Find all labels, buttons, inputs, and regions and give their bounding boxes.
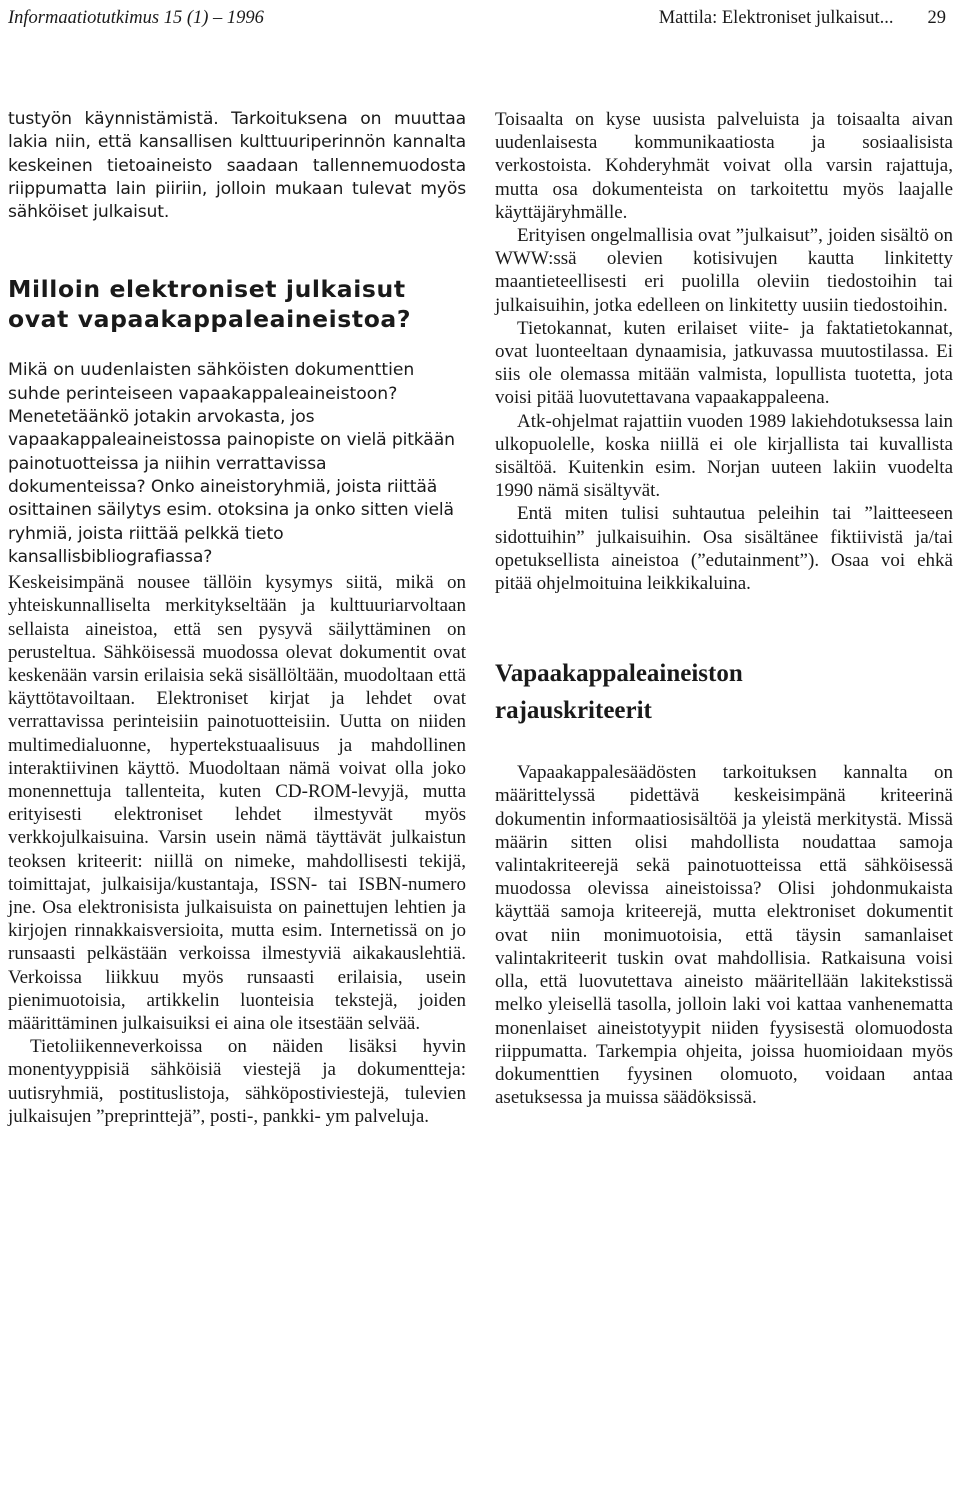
left-column — [8, 108, 466, 1128]
article-short-title-wrapper — [659, 8, 946, 29]
body-serif-paragraph-2: Tietoliikenneverkoissa on näiden lisäksi hyvin monentyyppisiä sähköisiä viestejä ja dokumentteja: uutisryhmiä, postituslistoja, sähköpostiviestejä, tulevien julkaisujen ”preprinttejä”, posti-, pankki- ym palveluja. — [8, 1036, 466, 1127]
body-sans-paragraph: Menetetäänkö jotakin arvokasta, jos vapaakappaleaineistossa painopiste on vielä pitkään painotuotteissa ja niihin verrattavissa dokumenteissa? Onko aineistoryhmiä, joista riittää osittainen säilytys esim. otoksina ja onko sitten vielä ryhmiä, joista riittää pelkkä tieto kansallisbibliografiassa? — [8, 407, 455, 567]
right-paragraph-2: Erityisen ongelmallisia ovat ”julkaisut”, joiden sisältö on WWW:ssä olevien kotisivujen kautta linkitetty maantieteellisesti eri puolilla oleviin tiedostoihin tai julkaisuihin, jotka edelleen on linkitetty uusiin tiedostoihin. — [495, 225, 953, 316]
section-heading-1: Milloin elektroniset julkaisut ovat vapaakappaleaineistoa? — [8, 275, 412, 334]
right-column — [495, 108, 953, 1109]
body-serif-paragraph: Keskeisimpänä nousee tällöin kysymys siitä, mikä on yhteiskunnalliselta merkitykseltään ja kulttuuriarvoltaan sellaista aineistoa, että sen pysyvä säilyttäminen on perusteltua. Sähköisessä muodossa olevat dokumentit ovat keskenään varsin erilaisia sekä sisällöltään, muodoltaan että käyttötavoiltaan. Elektroniset kirjat ja lehdet ovat verrattavissa perinteisiin painotuotteisiin. Uutta on niiden multimedialuonne, hypertekstuaalisuus ja mahdollinen interaktiivinen käyttö. Muodoltaan nämä voivat olla joko monennettuja tallenteita, kuten CD-ROM-levyjä, mutta erityisesti elektroniset lehdet ilmestyvät myös verkkojulkaisuina. Varsin usein nämä täyttävät julkaistun teoksen kriteerit: niillä on nimeke, mahdollisesti tekijä, toimittajat, julkaisija/kustantaja, ISSN- tai ISBN-numero jne. Osa elektronisista julkaisuista on painettujen lehtien ja kirjojen rinnakkaisversioita, mutta esim. Internetissä on jo runsaasti pelkästään verkoissa ilmestyviä aikakauslehtiä. Verkoissa liikkuu myös runsaasti erilaisia, usein pienimuotoisia, artikkelin luonteisia tekstejä, joiden määrittäminen julkaisuiksi ei aina ole itsestään selvää. — [8, 572, 466, 1035]
journal-citation: Informaatiotutkimus 15 (1) – 1996 — [8, 8, 264, 28]
lead-question: Mikä on uudenlaisten sähköisten dokumenttien suhde perinteiseen vapaakappaleaineistoon? — [8, 360, 415, 404]
right-paragraph-3: Tietokannat, kuten erilaiset viite- ja faktatietokannat, ovat luonteeltaan dynaamisia, jatkuvassa muutostilassa. Ei siis ole olemassa mitään valmista, lopullista tuotetta, jota voisi pitää luovutettavana vapaakappaleena. — [495, 317, 953, 409]
right-paragraph-4: Atk-ohjelmat rajattiin vuoden 1989 lakiehdotuksessa lain ulkopuolelle, koska niillä ei ole kirjallista tai kuvallista sisältöä. Kuitenkin esim. Norjan uuteen lakiin vuodelta 1990 nämä sisältyvät. — [495, 410, 953, 502]
right-paragraph-1: Toisaalta on kyse uusista palveluista ja toisaalta aivan uudenlaisesta kommunikaatiosta ja sosiaalisista verkostoista. Kohderyhmät voivat olla varsin rajattuja, mutta osa dokumenteista on tarkoitettu myös laajalle käyttäjäryhmälle. — [495, 109, 953, 223]
right-paragraph-5: Entä miten tulisi suhtautua peleihin tai ”laitteeseen sidottuihin” julkaisuihin. Osa sisältänee fiktiivistä ja/tai opetuksellista aineistoa (”edutainment”). Osaa voi ehkä pitää ohjelmoituina leikkikaluina. — [495, 503, 953, 595]
running-header — [0, 8, 960, 38]
section-heading-2: Vapaakappaleaineiston rajauskriteerit — [495, 660, 743, 725]
right-paragraph-6: Vapaakappalesäädösten tarkoituksen kannalta on määrittelyssä pidettävä keskeisimpänä kriteerinä dokumentin informaatiosisältöä ja yleistä merkitystä. Missä määrin sitten olisi mahdollista noudattaa samoja valintakriteerejä sekä painotuotteissa että sähköisessä muodossa olevissa aineistoissa? Olisi johdonmukaista käyttää samoja kriteerejä, mutta elektroniset dokumentit ovat niin monimuotoisia, että täysin samanlaiset valintakriteerit tuskin ovat mahdollisia. Ratkaisuna voisi olla, että luovutettava aineisto määritellään lakitekstissä melko yleisellä tasolla, jolloin laki voi kattaa vanhenematta monenlaiset aineistotyypit niiden fyysisestä olomuodosta riippumatta. Tarkempia ohjeita, joissa huomioidaan myös dokumenttien fyysinen olomuoto, voidaan antaa asetuksessa ja muissa säädöksissä. — [495, 762, 953, 1109]
intro-paragraph: tustyön käynnistämistä. Tarkoituksena on muuttaa lakia niin, että kansallisen kulttuuriperinnön kannalta keskeinen tietoaineisto saadaan tallennemuodosta riippumatta lain piiriin, jolloin mukaan tulevat myös sähköiset julkaisut. — [8, 109, 466, 223]
article-short-title: Mattila: Elektroniset julkaisut... — [658, 8, 894, 28]
page-number: 29 — [927, 8, 946, 28]
